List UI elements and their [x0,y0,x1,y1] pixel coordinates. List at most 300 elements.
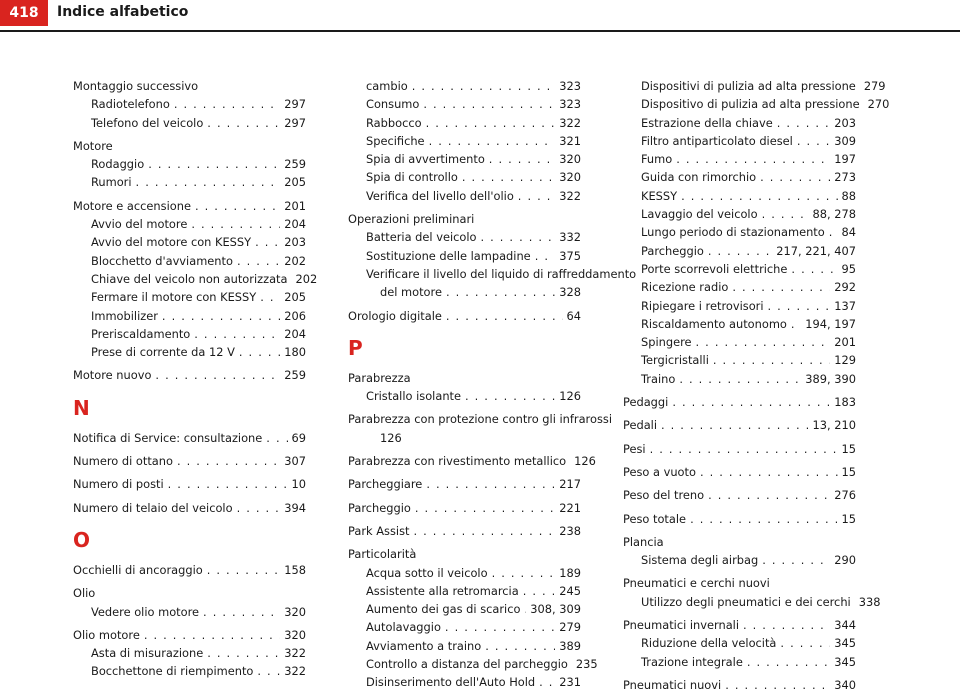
index-subentry [348,600,581,618]
page-ref: 307 [284,454,306,469]
page-ref: 206 [284,308,306,323]
page-ref: 95 [841,261,856,276]
index-entry [73,499,306,517]
index-subentry [623,593,881,611]
page-ref: 345 [834,654,856,669]
entry-label: Numero di telaio del veicolo [73,500,233,515]
entry-label: Verifica del livello dell'olio [366,188,514,203]
page-ref: 189 [559,565,581,580]
index-entry [73,475,306,493]
index-subentry [623,315,856,333]
entry-label: Operazioni preliminari [348,212,475,227]
dot-leader [423,95,555,113]
entry-label: Rabbocco [366,115,422,130]
index-entry [73,77,306,95]
page-ref: 13, 210 [812,418,856,433]
page-ref: 279 [559,620,581,635]
entry-label: Montaggio successivo [73,79,199,93]
entry-label: Notifica di Service: consultazione [73,430,263,445]
index-subentry [73,114,306,132]
index-subentry [348,247,581,265]
entry-label: Pneumatici invernali [623,618,740,633]
index-subentry [348,429,581,447]
index-entry [348,522,581,540]
entry-label: Consumo [366,97,420,112]
page-ref: 202 [295,271,318,286]
dot-leader [768,297,831,315]
page-ref: 126 [559,389,581,404]
dot-leader [679,370,801,388]
entry-label: Olio motore [73,627,140,642]
entry-label: Parcheggio [641,243,704,258]
index-entry [348,475,581,493]
section-letter: O [73,527,91,552]
dot-leader [485,637,555,655]
page-ref: 394 [284,500,306,515]
dot-leader [168,475,288,493]
page-ref: 375 [559,248,581,263]
page-ref: 279 [863,79,886,93]
index-entry [623,616,856,634]
page-ref: 202 [284,253,306,268]
dot-leader [676,150,830,168]
entry-label: Parabrezza con rivestimento metallico [348,454,567,469]
entry-label: Pedaggi [623,395,669,410]
dot-leader [207,114,280,132]
entry-label: Aumento dei gas di scarico [366,602,521,617]
page-ref: 259 [284,157,306,172]
page-ref: 201 [284,198,306,213]
entry-label: Particolarità [348,547,417,562]
page-ref: 129 [834,353,856,368]
page-ref: 194, 197 [805,316,856,331]
page-ref: 259 [284,368,306,383]
entry-label: Porte scorrevoli elettriche [641,261,788,276]
entry-label: Verificare il livello del liquido di raffreddamento [366,266,637,281]
entry-label: Parcheggiare [348,477,423,492]
page-ref: 231 [559,675,581,690]
dot-leader [708,242,772,260]
index-subentry [73,644,306,662]
index-entry [623,533,856,551]
index-subentry [623,95,890,113]
entry-label: Riscaldamento autonomo [641,316,787,331]
index-entry [623,510,856,528]
dot-leader [777,114,830,132]
entry-label: Vedere olio motore [91,604,200,619]
page-ref: 126 [380,430,402,445]
page-ref: 292 [834,280,856,295]
dot-leader [413,522,555,540]
index-subentry [348,582,581,600]
index-subentry [623,150,856,168]
dot-leader [743,616,830,634]
index-subentry [73,307,306,325]
index-subentry [623,223,856,241]
dot-leader [446,283,555,301]
dot-leader [760,168,830,186]
page-ref: 389 [559,638,581,653]
index-subentry [73,173,306,191]
page-ref: 276 [834,488,856,503]
page-title: Indice alfabetico [57,4,189,20]
index-subentry [348,387,581,405]
dot-leader [260,288,280,306]
page-ref: 340 [834,677,856,692]
page-ref: 84 [841,225,856,240]
dot-leader [429,132,556,150]
entry-label: Ripiegare i retrovisori [641,298,764,313]
page-ref: 320 [284,627,306,642]
index-subentry [623,242,856,260]
index-entry [73,584,306,602]
index-subentry [623,168,856,186]
index-subentry [623,297,856,315]
page-ref: 10 [291,477,306,492]
entry-label: Traino [641,371,676,386]
page-ref: 203 [284,235,306,250]
dot-leader [725,676,830,694]
dot-leader [136,173,281,191]
dot-leader [829,223,838,241]
dot-leader [650,440,838,458]
dot-leader [237,499,281,517]
entry-label: Avviamento a traino [366,638,482,653]
dot-leader [535,247,556,265]
index-subentry [348,655,598,673]
index-subentry [623,187,856,205]
dot-leader [148,155,280,173]
entry-label: del motore [380,285,442,300]
page-ref: 204 [284,326,306,341]
page-ref: 205 [284,290,306,305]
index-entry [348,452,596,470]
index-entry [623,574,856,592]
dot-leader [762,551,830,569]
dot-leader [412,77,556,95]
dot-leader [492,564,556,582]
index-subentry [348,95,581,113]
entry-label: Rodaggio [91,157,145,172]
dot-leader [672,393,830,411]
index-entry [73,626,306,644]
entry-label: Acqua sotto il veicolo [366,565,488,580]
dot-leader [791,315,801,333]
dot-leader [266,429,287,447]
index-subentry [623,634,856,652]
dot-leader [415,499,555,517]
page-ref: 321 [559,133,581,148]
index-subentry [348,618,581,636]
index-column-3 [623,77,890,694]
entry-label: Parcheggio [348,500,411,515]
entry-label: Numero di ottano [73,454,173,469]
index-subentry [623,278,856,296]
entry-label: Bocchettone di riempimento [91,664,254,679]
entry-label: Peso del treno [623,488,705,503]
index-subentry [348,564,581,582]
entry-label: Filtro antiparticolato diesel [641,133,793,148]
entry-label: Disinserimento dell'Auto Hold [366,675,536,690]
dot-leader [518,187,555,205]
dot-leader [732,278,830,296]
section-letter: P [348,335,363,360]
index-subentry [348,637,581,655]
index-subentry [348,265,637,283]
entry-label: Occhielli di ancoraggio [73,562,203,577]
page-ref: 322 [559,115,581,130]
page-ref: 15 [841,441,856,456]
dot-leader [780,634,830,652]
entry-label: Sistema degli airbag [641,553,759,568]
dot-leader [177,452,280,470]
index-subentry [623,114,856,132]
dot-leader [700,463,838,481]
index-subentry [348,228,581,246]
page-ref: 290 [834,553,856,568]
page-ref: 328 [559,285,581,300]
page-ref: 273 [834,170,856,185]
index-subentry [623,653,856,671]
entry-label: Spingere [641,335,692,350]
index-subentry [73,288,306,306]
dot-leader [155,366,280,384]
index-entry [348,499,581,517]
dot-leader [207,644,280,662]
index-entry [348,307,581,325]
page-ref: 323 [559,79,581,93]
index-entry [73,452,306,470]
index-subentry [348,132,581,150]
index-entry [623,676,856,694]
entry-label: Autolavaggio [366,620,441,635]
index-entry [73,197,306,215]
entry-label: Olio [73,586,96,601]
index-subentry [73,252,306,270]
entry-label: Avvio del motore [91,217,188,232]
index-entry [623,486,856,504]
index-subentry [73,603,306,621]
entry-label: Guida con rimorchio [641,170,757,185]
page-ref: 323 [559,97,581,112]
dot-leader [462,168,555,186]
entry-label: Plancia [623,534,664,549]
index-entry [73,137,306,155]
entry-label: Pesi [623,441,646,456]
index-column-1 [73,77,318,681]
entry-label: Tergicristalli [641,353,709,368]
entry-label: Asta di misurazione [91,646,204,661]
dot-leader [523,582,556,600]
dot-leader [791,260,837,278]
index-entry [73,366,306,384]
entry-label: KESSY [641,188,678,203]
dot-leader [797,132,830,150]
index-subentry [348,187,581,205]
index-entry [623,416,856,434]
entry-label: Lungo periodo di stazionamento [641,225,825,240]
entry-label: Fermare il motore con KESSY [91,290,257,305]
dot-leader [207,561,281,579]
page-ref: 345 [834,636,856,651]
index-subentry [623,351,856,369]
dot-leader [445,618,555,636]
entry-label: Peso a vuoto [623,464,696,479]
header-rule [0,30,960,32]
page-ref: 137 [834,298,856,313]
dot-leader [524,600,526,618]
index-subentry [623,370,856,388]
dot-leader [144,626,280,644]
page-ref: 88 [841,188,856,203]
page-ref: 320 [559,170,581,185]
index-subentry [348,77,581,95]
index-entry [348,210,581,228]
dot-leader [708,486,830,504]
index-subentry [73,325,306,343]
index-subentry [348,168,581,186]
entry-label: Specifiche [366,133,425,148]
index-subentry [623,205,856,223]
index-subentry [623,260,856,278]
dot-leader [426,114,556,132]
entry-label: Pedali [623,418,658,433]
index-subentry [73,270,318,288]
entry-label: Cristallo isolante [366,389,462,404]
page-ref: 338 [858,594,881,609]
dot-leader [762,205,809,223]
entry-label: Immobilizer [91,308,158,323]
page-ref: 270 [867,97,890,112]
page-ref: 197 [834,152,856,167]
page-ref: 64 [566,308,581,323]
entry-label: Fumo [641,152,673,167]
page-ref: 183 [834,395,856,410]
dot-leader [426,475,555,493]
dot-leader [191,215,280,233]
entry-label: Utilizzo degli pneumatici e dei cerchi [641,594,851,609]
page-ref: 158 [284,562,306,577]
entry-label: Controllo a distanza del parcheggio [366,657,568,672]
index-subentry [623,77,886,95]
entry-label: Park Assist [348,523,410,538]
index-entry [73,429,306,447]
entry-label: Ricezione radio [641,280,729,295]
entry-label: Motore [73,138,113,153]
page-ref: 245 [559,583,581,598]
index-subentry [348,114,581,132]
entry-label: Rumori [91,175,132,190]
dot-leader [194,325,280,343]
entry-label: Peso totale [623,511,687,526]
page-ref: 126 [574,454,596,469]
page-ref: 297 [284,115,306,130]
dot-leader [255,233,280,251]
entry-label: Sostituzione delle lampadine [366,248,531,263]
entry-label: Lavaggio del veicolo [641,207,758,222]
index-subentry [348,673,581,691]
entry-label: Radiotelefono [91,97,170,112]
entry-label: Orologio digitale [348,308,442,323]
page-ref: 15 [841,511,856,526]
page-ref: 344 [834,618,856,633]
dot-leader [713,351,830,369]
entry-label: Pneumatici e cerchi nuovi [623,576,770,591]
dot-leader [696,333,831,351]
entry-label: Motore e accensione [73,198,191,213]
page-ref: 309 [834,133,856,148]
index-subentry [623,551,856,569]
index-subentry [73,155,306,173]
page-ref: 322 [559,188,581,203]
dot-leader [446,307,563,325]
page-ref: 201 [834,335,856,350]
dot-leader [489,150,555,168]
index-entry [623,440,856,458]
entry-label: Preriscaldamento [91,326,191,341]
entry-label: Parabrezza [348,370,411,385]
index-subentry [73,233,306,251]
page-ref: 322 [284,664,306,679]
entry-label: Prese di corrente da 12 V [91,345,235,360]
entry-label: Motore nuovo [73,368,152,383]
index-subentry [73,343,306,361]
index-subentry [348,150,581,168]
dot-leader [539,673,555,691]
entry-label: Dispositivo di pulizia ad alta pressione [641,97,860,112]
entry-label: Spia di controllo [366,170,458,185]
dot-leader [681,187,837,205]
index-entry [623,393,856,411]
index-entry [73,561,306,579]
entry-label: Trazione integrale [641,654,743,669]
page-ref: 238 [559,523,581,538]
index-subentry [73,215,306,233]
dot-leader [690,510,837,528]
page-ref: 297 [284,97,306,112]
page-ref: 221 [559,500,581,515]
dot-leader [661,416,809,434]
page-ref: 203 [834,115,856,130]
page-ref: 88, 278 [812,207,856,222]
dot-leader [481,228,556,246]
index-subentry [623,333,856,351]
entry-label: Estrazione della chiave [641,115,773,130]
page-ref: 322 [284,646,306,661]
index-entry [623,463,856,481]
page-ref: 332 [559,230,581,245]
section-letter: N [73,395,90,420]
dot-leader [465,387,555,405]
page-ref: 204 [284,217,306,232]
entry-label: Riduzione della velocità [641,636,777,651]
entry-label: Spia di avvertimento [366,152,485,167]
entry-label: cambio [366,79,408,93]
page-ref: 308, 309 [530,602,581,617]
dot-leader [195,197,280,215]
dot-leader [239,343,280,361]
index-subentry [348,283,581,301]
page-ref: 217 [559,477,581,492]
page-ref: 205 [284,175,306,190]
entry-label: Parabrezza con protezione contro gli infrarossi [348,412,612,427]
entry-label: Telefono del veicolo [91,115,204,130]
page-ref: 320 [284,604,306,619]
entry-label: Chiave del veicolo non autorizzata [91,271,288,286]
page-header [0,0,960,33]
entry-label: Numero di posti [73,477,164,492]
index-subentry [623,132,856,150]
